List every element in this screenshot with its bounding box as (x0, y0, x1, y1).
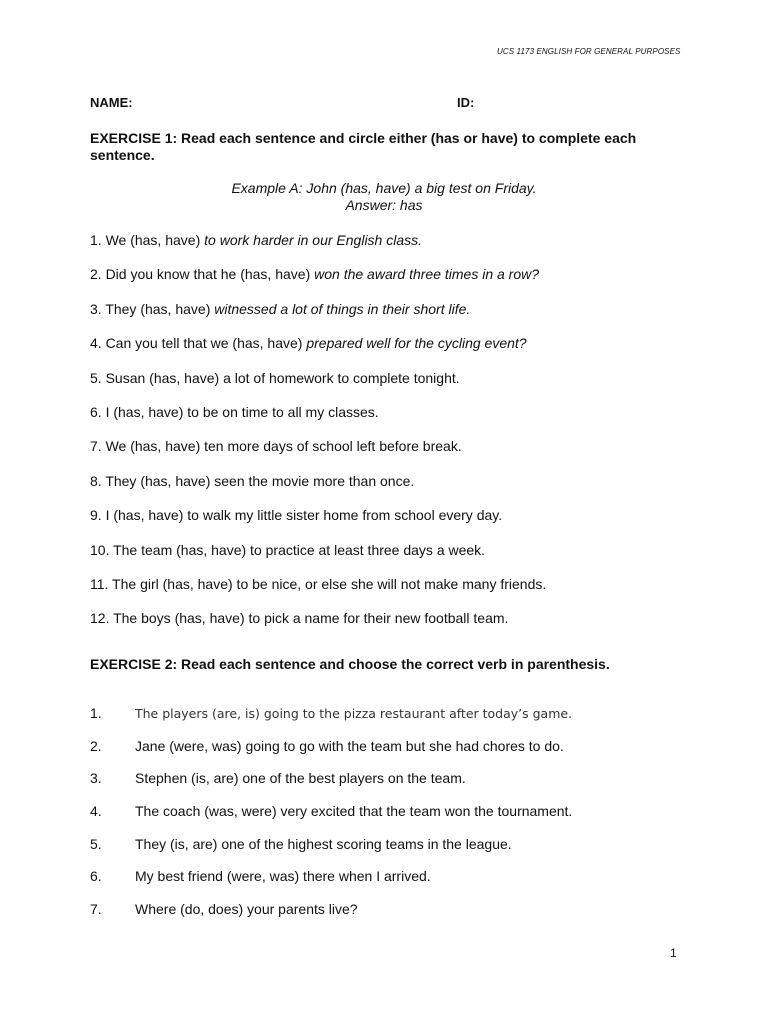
exercise-2-item (90, 868, 710, 901)
exercise-2-item (90, 738, 710, 771)
exercise-1-item (90, 507, 710, 541)
item-italic-text: won the award three times in a row? (314, 266, 540, 283)
item-text: Stephen (is, are) one of the best players on the team. (135, 770, 466, 787)
example-answer: Answer: has (345, 197, 423, 213)
id-label: ID: (457, 95, 475, 110)
item-italic-text: witnessed a lot of things in their short life. (214, 300, 471, 317)
item-text: 9. I (has, have) to walk my little sister home from school every day. (90, 507, 503, 524)
item-text: 8. They (has, have) seen the movie more than once. (90, 472, 415, 489)
exercise-1-list (90, 232, 710, 645)
item-text: 10. The team (has, have) to practice at least three days a week. (90, 541, 486, 558)
name-label: NAME: (90, 95, 133, 110)
item-number: 7. (90, 901, 102, 918)
example-sentence: Example A: John (has, have) a big test on Friday. (231, 180, 537, 196)
item-text: The coach (was, were) very excited that the team won the tournament. (135, 803, 573, 820)
exercise-1-item (90, 610, 710, 644)
exercise-1-item (90, 266, 710, 300)
exercise-1-title: EXERCISE 1: Read each sentence and circle either (has or have) to complete each sentence. (90, 130, 637, 163)
item-text: 11. The girl (has, have) to be nice, or else she will not make many friends. (90, 575, 547, 592)
exercise-2-item (90, 836, 710, 869)
exercise-2-item (90, 770, 710, 803)
item-number: 3. (90, 770, 102, 787)
exercise-1-item (90, 370, 710, 404)
exercise-1-item (90, 301, 710, 335)
item-italic-text: to work harder in our English class. (204, 232, 423, 248)
example-block (90, 180, 678, 214)
item-text: 6. I (has, have) to be on time to all my classes. (90, 403, 379, 420)
exercise-2-item (90, 705, 710, 738)
item-text: Where (do, does) your parents live? (135, 901, 358, 918)
item-text: 3. They (has, have) (90, 300, 215, 317)
exercise-2-item (90, 901, 710, 934)
course-header: UCS 1173 ENGLISH FOR GENERAL PURPOSES (497, 47, 681, 56)
item-text: 5. Susan (has, have) a lot of homework to complete tonight. (90, 369, 460, 386)
page-number: 1 (670, 946, 677, 960)
exercise-2-item (90, 803, 710, 836)
exercise-1-item (90, 404, 710, 438)
item-text: 4. Can you tell that we (has, have) (90, 335, 307, 352)
item-number: 1. (90, 705, 102, 721)
item-number: 6. (90, 868, 102, 885)
exercise-1-item (90, 438, 710, 472)
item-number: 5. (90, 835, 102, 852)
exercise-2-list (90, 705, 710, 934)
item-text: 7. We (has, have) ten more days of school left before break. (90, 438, 462, 455)
exercise-1-item (90, 473, 710, 507)
exercise-1-item (90, 542, 710, 576)
exercise-2-title: EXERCISE 2: Read each sentence and choose the correct verb in parenthesis. (90, 656, 610, 672)
item-text: Jane (were, was) going to go with the team but she had chores to do. (135, 737, 564, 754)
item-number: 4. (90, 803, 102, 820)
item-text: My best friend (were, was) there when I arrived. (135, 868, 431, 885)
exercise-1-item (90, 232, 710, 266)
exercise-1-item (90, 335, 710, 369)
exercise-1-item (90, 576, 710, 610)
item-italic-text: prepared well for the cycling event? (306, 335, 527, 352)
item-text: They (is, are) one of the highest scoring teams in the league. (135, 835, 512, 852)
item-text: 2. Did you know that he (has, have) (90, 266, 315, 283)
item-number: 2. (90, 737, 102, 754)
item-text: 1. We (has, have) (90, 232, 205, 248)
item-text: 12. The boys (has, have) to pick a name for their new football team. (90, 610, 509, 627)
item-text: The players (are, is) going to the pizza restaurant after today’s game. (135, 706, 573, 721)
